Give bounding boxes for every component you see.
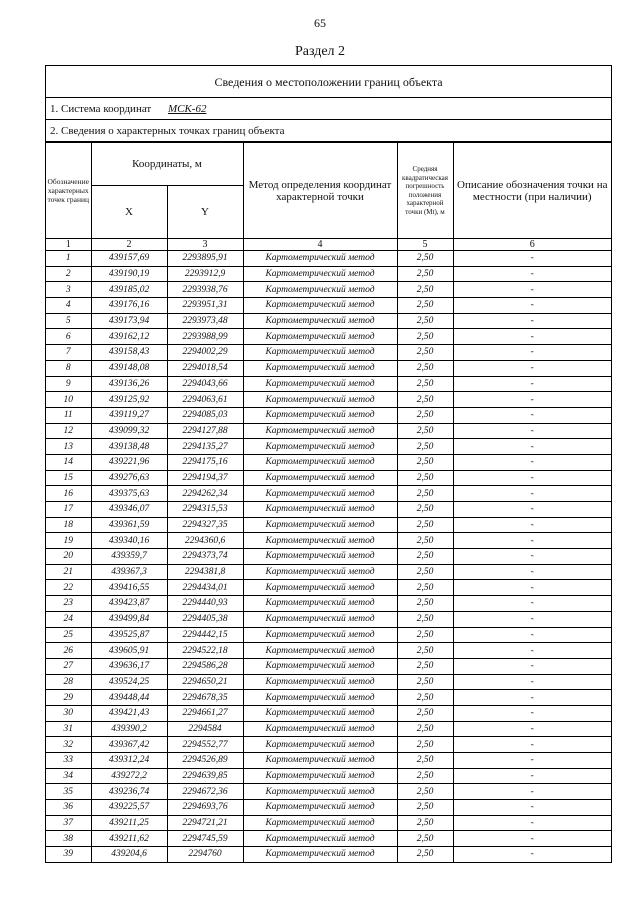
- description: -: [453, 423, 611, 439]
- description: -: [453, 517, 611, 533]
- header-y: Y: [167, 186, 243, 239]
- boundary-table-container: [45, 65, 612, 863]
- coord-x: 439367,42: [91, 737, 167, 753]
- point-number: 16: [46, 486, 91, 502]
- mt-value: 2,50: [397, 580, 453, 596]
- table-row: [46, 329, 611, 345]
- coord-x: 439605,91: [91, 643, 167, 659]
- method: Картометрический метод: [243, 831, 397, 847]
- table-row: [46, 737, 611, 753]
- description: -: [453, 596, 611, 612]
- description: -: [453, 674, 611, 690]
- mt-value: 2,50: [397, 345, 453, 361]
- method: Картометрический метод: [243, 345, 397, 361]
- method: Картометрический метод: [243, 298, 397, 314]
- mt-value: 2,50: [397, 549, 453, 565]
- coord-y: 2294678,35: [167, 690, 243, 706]
- method: Картометрический метод: [243, 658, 397, 674]
- point-number: 21: [46, 564, 91, 580]
- mt-value: 2,50: [397, 470, 453, 486]
- coord-x: 439158,43: [91, 345, 167, 361]
- point-number: 10: [46, 392, 91, 408]
- coord-y: 2294721,21: [167, 815, 243, 831]
- method: Картометрический метод: [243, 815, 397, 831]
- coord-y: 2294661,27: [167, 705, 243, 721]
- mt-value: 2,50: [397, 502, 453, 518]
- method: Картометрический метод: [243, 439, 397, 455]
- table-row: [46, 596, 611, 612]
- method: Картометрический метод: [243, 517, 397, 533]
- coord-y: 2293938,76: [167, 282, 243, 298]
- mt-value: 2,50: [397, 768, 453, 784]
- coord-y: 2294442,15: [167, 627, 243, 643]
- mt-value: 2,50: [397, 313, 453, 329]
- description: -: [453, 643, 611, 659]
- coord-y: 2294381,8: [167, 564, 243, 580]
- coord-y: 2294135,27: [167, 439, 243, 455]
- mt-value: 2,50: [397, 784, 453, 800]
- method: Картометрический метод: [243, 580, 397, 596]
- coord-y: 2294262,34: [167, 486, 243, 502]
- mt-value: 2,50: [397, 658, 453, 674]
- coord-x: 439138,48: [91, 439, 167, 455]
- coord-y: 2294440,93: [167, 596, 243, 612]
- table-row: [46, 627, 611, 643]
- table-row: [46, 423, 611, 439]
- description: -: [453, 753, 611, 769]
- point-number: 24: [46, 611, 91, 627]
- description: -: [453, 768, 611, 784]
- method: Картометрический метод: [243, 376, 397, 392]
- point-number: 15: [46, 470, 91, 486]
- coord-y: 2294650,21: [167, 674, 243, 690]
- coord-y: 2294760: [167, 847, 243, 862]
- point-number: 20: [46, 549, 91, 565]
- coord-x: 439173,94: [91, 313, 167, 329]
- coord-y: 2294360,6: [167, 533, 243, 549]
- method: Картометрический метод: [243, 674, 397, 690]
- coord-y: 2294175,16: [167, 454, 243, 470]
- mt-value: 2,50: [397, 753, 453, 769]
- table-row: [46, 815, 611, 831]
- coord-x: 439499,84: [91, 611, 167, 627]
- mt-value: 2,50: [397, 627, 453, 643]
- method: Картометрический метод: [243, 423, 397, 439]
- point-number: 31: [46, 721, 91, 737]
- table-row: [46, 643, 611, 659]
- point-number: 39: [46, 847, 91, 862]
- mt-value: 2,50: [397, 329, 453, 345]
- mt-value: 2,50: [397, 423, 453, 439]
- method: Картометрический метод: [243, 486, 397, 502]
- description: -: [453, 486, 611, 502]
- table-row: [46, 470, 611, 486]
- description: -: [453, 658, 611, 674]
- method: Картометрический метод: [243, 768, 397, 784]
- mt-value: 2,50: [397, 439, 453, 455]
- method: Картометрический метод: [243, 251, 397, 267]
- column-number: 5: [397, 239, 453, 251]
- point-number: 19: [46, 533, 91, 549]
- point-number: 18: [46, 517, 91, 533]
- point-number: 22: [46, 580, 91, 596]
- coord-y: 2294315,53: [167, 502, 243, 518]
- method: Картометрический метод: [243, 329, 397, 345]
- method: Картометрический метод: [243, 533, 397, 549]
- description: -: [453, 737, 611, 753]
- table-row: [46, 502, 611, 518]
- point-number: 27: [46, 658, 91, 674]
- description: -: [453, 847, 611, 862]
- mt-value: 2,50: [397, 282, 453, 298]
- point-number: 9: [46, 376, 91, 392]
- description: -: [453, 329, 611, 345]
- description: -: [453, 282, 611, 298]
- method: Картометрический метод: [243, 282, 397, 298]
- mt-value: 2,50: [397, 298, 453, 314]
- method: Картометрический метод: [243, 360, 397, 376]
- method: Картометрический метод: [243, 800, 397, 816]
- coord-y: 2294043,66: [167, 376, 243, 392]
- table-title: Сведения о местоположении границ объекта: [46, 66, 611, 98]
- point-number: 17: [46, 502, 91, 518]
- coord-x: 439136,26: [91, 376, 167, 392]
- table-row: [46, 705, 611, 721]
- table-row: [46, 407, 611, 423]
- method: Картометрический метод: [243, 784, 397, 800]
- description: -: [453, 407, 611, 423]
- description: -: [453, 611, 611, 627]
- method: Картометрический метод: [243, 392, 397, 408]
- table-row: [46, 611, 611, 627]
- description: -: [453, 298, 611, 314]
- column-number: 6: [453, 239, 611, 251]
- table-row: [46, 313, 611, 329]
- table-row: [46, 392, 611, 408]
- description: -: [453, 313, 611, 329]
- table-row: [46, 298, 611, 314]
- description: -: [453, 533, 611, 549]
- method: Картометрический метод: [243, 313, 397, 329]
- description: -: [453, 800, 611, 816]
- table-row: [46, 439, 611, 455]
- table-row: [46, 251, 611, 267]
- point-number: 11: [46, 407, 91, 423]
- point-number: 3: [46, 282, 91, 298]
- header-method: Метод определения координат характерной точки: [243, 143, 397, 239]
- coord-x: 439162,12: [91, 329, 167, 345]
- point-number: 13: [46, 439, 91, 455]
- coord-x: 439375,63: [91, 486, 167, 502]
- mt-value: 2,50: [397, 847, 453, 862]
- coord-system-row: [46, 98, 611, 120]
- coord-y: 2294522,18: [167, 643, 243, 659]
- description: -: [453, 549, 611, 565]
- header-description: Описание обозначения точки на местности (при наличии): [453, 143, 611, 239]
- description: -: [453, 627, 611, 643]
- method: Картометрический метод: [243, 753, 397, 769]
- page-number: 65: [314, 16, 326, 30]
- description: -: [453, 721, 611, 737]
- point-number: 37: [46, 815, 91, 831]
- description: -: [453, 831, 611, 847]
- table-row: [46, 831, 611, 847]
- column-number: 2: [91, 239, 167, 251]
- table-row: [46, 360, 611, 376]
- coord-x: 439148,08: [91, 360, 167, 376]
- mt-value: 2,50: [397, 251, 453, 267]
- method: Картометрический метод: [243, 564, 397, 580]
- description: -: [453, 345, 611, 361]
- coord-y: 2293895,91: [167, 251, 243, 267]
- description: -: [453, 376, 611, 392]
- description: -: [453, 784, 611, 800]
- point-number: 23: [46, 596, 91, 612]
- coord-y: 2294002,29: [167, 345, 243, 361]
- coord-x: 439346,07: [91, 502, 167, 518]
- coord-x: 439157,69: [91, 251, 167, 267]
- table-row: [46, 564, 611, 580]
- table-row: [46, 282, 611, 298]
- method: Картометрический метод: [243, 549, 397, 565]
- coord-y: 2293973,48: [167, 313, 243, 329]
- point-number: 14: [46, 454, 91, 470]
- coord-y: 2294373,74: [167, 549, 243, 565]
- mt-value: 2,50: [397, 705, 453, 721]
- method: Картометрический метод: [243, 266, 397, 282]
- mt-value: 2,50: [397, 737, 453, 753]
- mt-value: 2,50: [397, 517, 453, 533]
- coord-y: 2294586,28: [167, 658, 243, 674]
- table-row: [46, 549, 611, 565]
- coord-x: 439221,96: [91, 454, 167, 470]
- description: -: [453, 266, 611, 282]
- coord-x: 439272,2: [91, 768, 167, 784]
- coord-x: 439119,27: [91, 407, 167, 423]
- coord-y: 2294745,59: [167, 831, 243, 847]
- column-number: 4: [243, 239, 397, 251]
- coord-x: 439636,17: [91, 658, 167, 674]
- description: -: [453, 251, 611, 267]
- coord-y: 2294584: [167, 721, 243, 737]
- table-row: [46, 784, 611, 800]
- points-table: [46, 142, 611, 862]
- mt-value: 2,50: [397, 611, 453, 627]
- mt-value: 2,50: [397, 486, 453, 502]
- header-coords: Координаты, м: [91, 143, 243, 186]
- description: -: [453, 580, 611, 596]
- table-row: [46, 658, 611, 674]
- point-number: 25: [46, 627, 91, 643]
- coord-system-value: МСК-62: [167, 103, 207, 115]
- mt-value: 2,50: [397, 690, 453, 706]
- point-number: 5: [46, 313, 91, 329]
- point-number: 4: [46, 298, 91, 314]
- method: Картометрический метод: [243, 407, 397, 423]
- point-number: 12: [46, 423, 91, 439]
- coord-x: 439185,02: [91, 282, 167, 298]
- mt-value: 2,50: [397, 454, 453, 470]
- method: Картометрический метод: [243, 611, 397, 627]
- table-row: [46, 486, 611, 502]
- table-row: [46, 345, 611, 361]
- coord-x: 439361,59: [91, 517, 167, 533]
- table-row: [46, 847, 611, 862]
- mt-value: 2,50: [397, 392, 453, 408]
- coord-y: 2294194,37: [167, 470, 243, 486]
- method: Картометрический метод: [243, 690, 397, 706]
- coord-x: 439236,74: [91, 784, 167, 800]
- header-x: X: [91, 186, 167, 239]
- point-number: 36: [46, 800, 91, 816]
- coord-y: 2294693,76: [167, 800, 243, 816]
- point-number: 32: [46, 737, 91, 753]
- point-number: 38: [46, 831, 91, 847]
- table-row: [46, 753, 611, 769]
- point-number: 1: [46, 251, 91, 267]
- description: -: [453, 439, 611, 455]
- coord-x: 439448,44: [91, 690, 167, 706]
- description: -: [453, 815, 611, 831]
- coord-y: 2294552,77: [167, 737, 243, 753]
- coord-x: 439421,43: [91, 705, 167, 721]
- mt-value: 2,50: [397, 266, 453, 282]
- table-row: [46, 266, 611, 282]
- point-number: 28: [46, 674, 91, 690]
- coord-x: 439211,25: [91, 815, 167, 831]
- table-row: [46, 533, 611, 549]
- column-number: 3: [167, 239, 243, 251]
- description: -: [453, 502, 611, 518]
- method: Картометрический метод: [243, 502, 397, 518]
- point-number: 6: [46, 329, 91, 345]
- table-row: [46, 580, 611, 596]
- point-number: 2: [46, 266, 91, 282]
- coord-y: 2294434,01: [167, 580, 243, 596]
- coord-x: 439390,2: [91, 721, 167, 737]
- coord-y: 2294672,36: [167, 784, 243, 800]
- description: -: [453, 690, 611, 706]
- section-title: Раздел 2: [294, 44, 346, 59]
- column-numbers-row: [46, 239, 611, 251]
- table-row: [46, 674, 611, 690]
- point-number: 26: [46, 643, 91, 659]
- point-number: 34: [46, 768, 91, 784]
- coord-x: 439225,57: [91, 800, 167, 816]
- coord-y: 2294639,85: [167, 768, 243, 784]
- description: -: [453, 564, 611, 580]
- coord-x: 439340,16: [91, 533, 167, 549]
- table-row: [46, 768, 611, 784]
- point-number: 7: [46, 345, 91, 361]
- table-row: [46, 800, 611, 816]
- mt-value: 2,50: [397, 376, 453, 392]
- method: Картометрический метод: [243, 705, 397, 721]
- point-number: 35: [46, 784, 91, 800]
- mt-value: 2,50: [397, 674, 453, 690]
- coord-y: 2294063,61: [167, 392, 243, 408]
- table-row: [46, 376, 611, 392]
- point-number: 29: [46, 690, 91, 706]
- method: Картометрический метод: [243, 454, 397, 470]
- method: Картометрический метод: [243, 721, 397, 737]
- coord-y: 2294526,89: [167, 753, 243, 769]
- table-row: [46, 454, 611, 470]
- coord-y: 2294127,88: [167, 423, 243, 439]
- mt-value: 2,50: [397, 533, 453, 549]
- coord-x: 439524,25: [91, 674, 167, 690]
- method: Картометрический метод: [243, 737, 397, 753]
- coord-x: 439099,32: [91, 423, 167, 439]
- coord-x: 439190,19: [91, 266, 167, 282]
- coord-y: 2294085,03: [167, 407, 243, 423]
- mt-value: 2,50: [397, 831, 453, 847]
- coord-x: 439211,62: [91, 831, 167, 847]
- header-point: Обозначение характерных точек границ: [46, 143, 91, 239]
- coord-x: 439525,87: [91, 627, 167, 643]
- coord-x: 439423,87: [91, 596, 167, 612]
- coord-x: 439367,3: [91, 564, 167, 580]
- coord-x: 439176,16: [91, 298, 167, 314]
- header-error: Средняя квадратическая погрешность положения характерной точки (Mt), м: [397, 143, 453, 239]
- table-row: [46, 517, 611, 533]
- points-heading: 2. Сведения о характерных точках границ объекта: [46, 120, 611, 142]
- method: Картометрический метод: [243, 596, 397, 612]
- table-row: [46, 690, 611, 706]
- coord-x: 439312,24: [91, 753, 167, 769]
- coord-x: 439125,92: [91, 392, 167, 408]
- mt-value: 2,50: [397, 800, 453, 816]
- method: Картометрический метод: [243, 627, 397, 643]
- description: -: [453, 470, 611, 486]
- mt-value: 2,50: [397, 596, 453, 612]
- coord-x: 439416,55: [91, 580, 167, 596]
- mt-value: 2,50: [397, 815, 453, 831]
- method: Картометрический метод: [243, 847, 397, 862]
- coord-y: 2293912,9: [167, 266, 243, 282]
- coord-x: 439204,6: [91, 847, 167, 862]
- coord-x: 439276,63: [91, 470, 167, 486]
- point-number: 8: [46, 360, 91, 376]
- table-row: [46, 721, 611, 737]
- description: -: [453, 360, 611, 376]
- coord-system-label: 1. Система координат: [50, 103, 152, 115]
- point-number: 30: [46, 705, 91, 721]
- method: Картометрический метод: [243, 470, 397, 486]
- mt-value: 2,50: [397, 721, 453, 737]
- mt-value: 2,50: [397, 360, 453, 376]
- mt-value: 2,50: [397, 643, 453, 659]
- coord-y: 2294405,38: [167, 611, 243, 627]
- description: -: [453, 392, 611, 408]
- mt-value: 2,50: [397, 407, 453, 423]
- method: Картометрический метод: [243, 643, 397, 659]
- coord-y: 2294018,54: [167, 360, 243, 376]
- description: -: [453, 454, 611, 470]
- coord-x: 439359,7: [91, 549, 167, 565]
- coord-y: 2294327,35: [167, 517, 243, 533]
- point-number: 33: [46, 753, 91, 769]
- column-number: 1: [46, 239, 91, 251]
- description: -: [453, 705, 611, 721]
- coord-y: 2293988,99: [167, 329, 243, 345]
- mt-value: 2,50: [397, 564, 453, 580]
- coord-y: 2293951,31: [167, 298, 243, 314]
